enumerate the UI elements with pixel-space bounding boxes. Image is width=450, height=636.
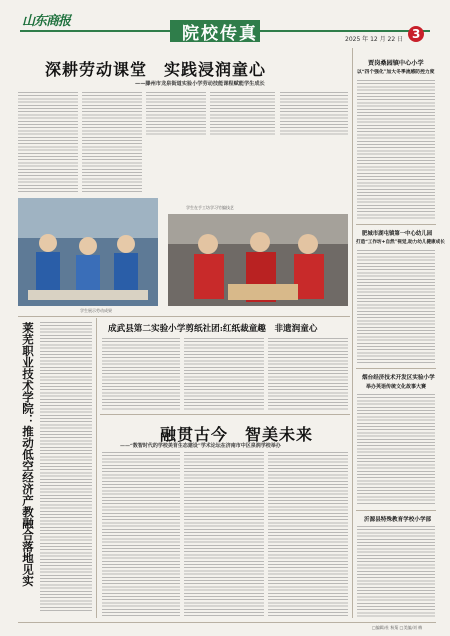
main-photo-right-caption: 学生在手工坊学习竹编技艺 — [186, 205, 234, 210]
main-body-col5 — [280, 92, 348, 137]
culture-body-col1 — [102, 452, 180, 617]
page-number: 3 — [412, 27, 421, 41]
section-rule-2 — [100, 414, 350, 415]
culture-body-col2 — [184, 452, 264, 617]
right-article-1-body — [357, 80, 435, 220]
craft-workshop-photo-illustration — [168, 214, 348, 306]
club-body-col1 — [102, 338, 180, 410]
club-body-col2 — [184, 338, 264, 410]
issue-date: 2025 年 12 月 22 日 — [345, 36, 404, 43]
club-body-col3 — [268, 338, 348, 410]
main-headline: 深耕劳动课堂 实践浸润童心 — [45, 60, 267, 79]
right-article-2-body — [357, 250, 435, 365]
main-body-col2 — [82, 92, 142, 192]
section-rule-1 — [18, 316, 350, 317]
page-footer: □编辑/杜 秋菊 □美编/刘 梅 — [372, 625, 423, 630]
main-photo-right — [168, 214, 348, 306]
newspaper-logo: 山东商报 — [22, 14, 71, 29]
main-body-col4 — [210, 92, 275, 137]
culture-body-col3 — [268, 452, 348, 617]
right-article-1-subheadline: 以“四个强化”加大冬季流感防控力度 — [357, 69, 435, 75]
students-photo-illustration — [18, 198, 158, 306]
vertical-article-text — [40, 322, 92, 612]
right-article-4-body — [357, 526, 435, 618]
main-photo-left-caption: 学生展示劳动成果 — [80, 308, 112, 313]
right-article-3-body — [357, 394, 435, 506]
right-column-divider — [352, 48, 353, 618]
vertical-divider — [96, 318, 97, 618]
main-photo-left — [18, 198, 158, 306]
culture-headline: 融贯古今 智美未来 — [160, 425, 314, 444]
right-article-1-headline: 贾岗桑园镇中心小学 — [368, 60, 424, 67]
section-title: 院校传真 — [182, 24, 258, 44]
right-article-2-subheadline: 打造“工作坊+自然”视觉,助力幼儿健康成长 — [356, 240, 445, 245]
vertical-headline: 莱芜职业技术学院：推动低空经济产教融合落地见实 — [21, 322, 35, 587]
right-article-3-subheadline: 举办英语传统文化故事大赛 — [366, 384, 427, 390]
right-rule-2 — [356, 368, 436, 369]
footer-rule — [18, 622, 436, 623]
right-article-3-headline: 烟台经济技术开发区实验小学 — [362, 375, 435, 381]
masthead — [0, 0, 450, 46]
right-rule-3 — [356, 510, 436, 511]
club-headline: 成武县第二实验小学剪纸社团:红纸裁童趣 非遗润童心 — [108, 324, 318, 334]
right-article-2-headline: 肥城市湖屯镇第一中心幼儿园 — [362, 231, 433, 237]
main-subheadline: ——滕州市龙泉街道实验小学劳动技能课程赋能学生成长 — [135, 81, 265, 87]
right-article-4-headline: 沂源县特殊教育学校小学部 — [364, 517, 432, 523]
culture-subheadline: ——“数智时代的学校美育生态建设”学术论坛在济南市中区泉润学校举办 — [120, 443, 281, 449]
right-rule-1 — [356, 224, 436, 225]
main-body-col3 — [146, 92, 206, 137]
main-body-col1 — [18, 92, 78, 192]
